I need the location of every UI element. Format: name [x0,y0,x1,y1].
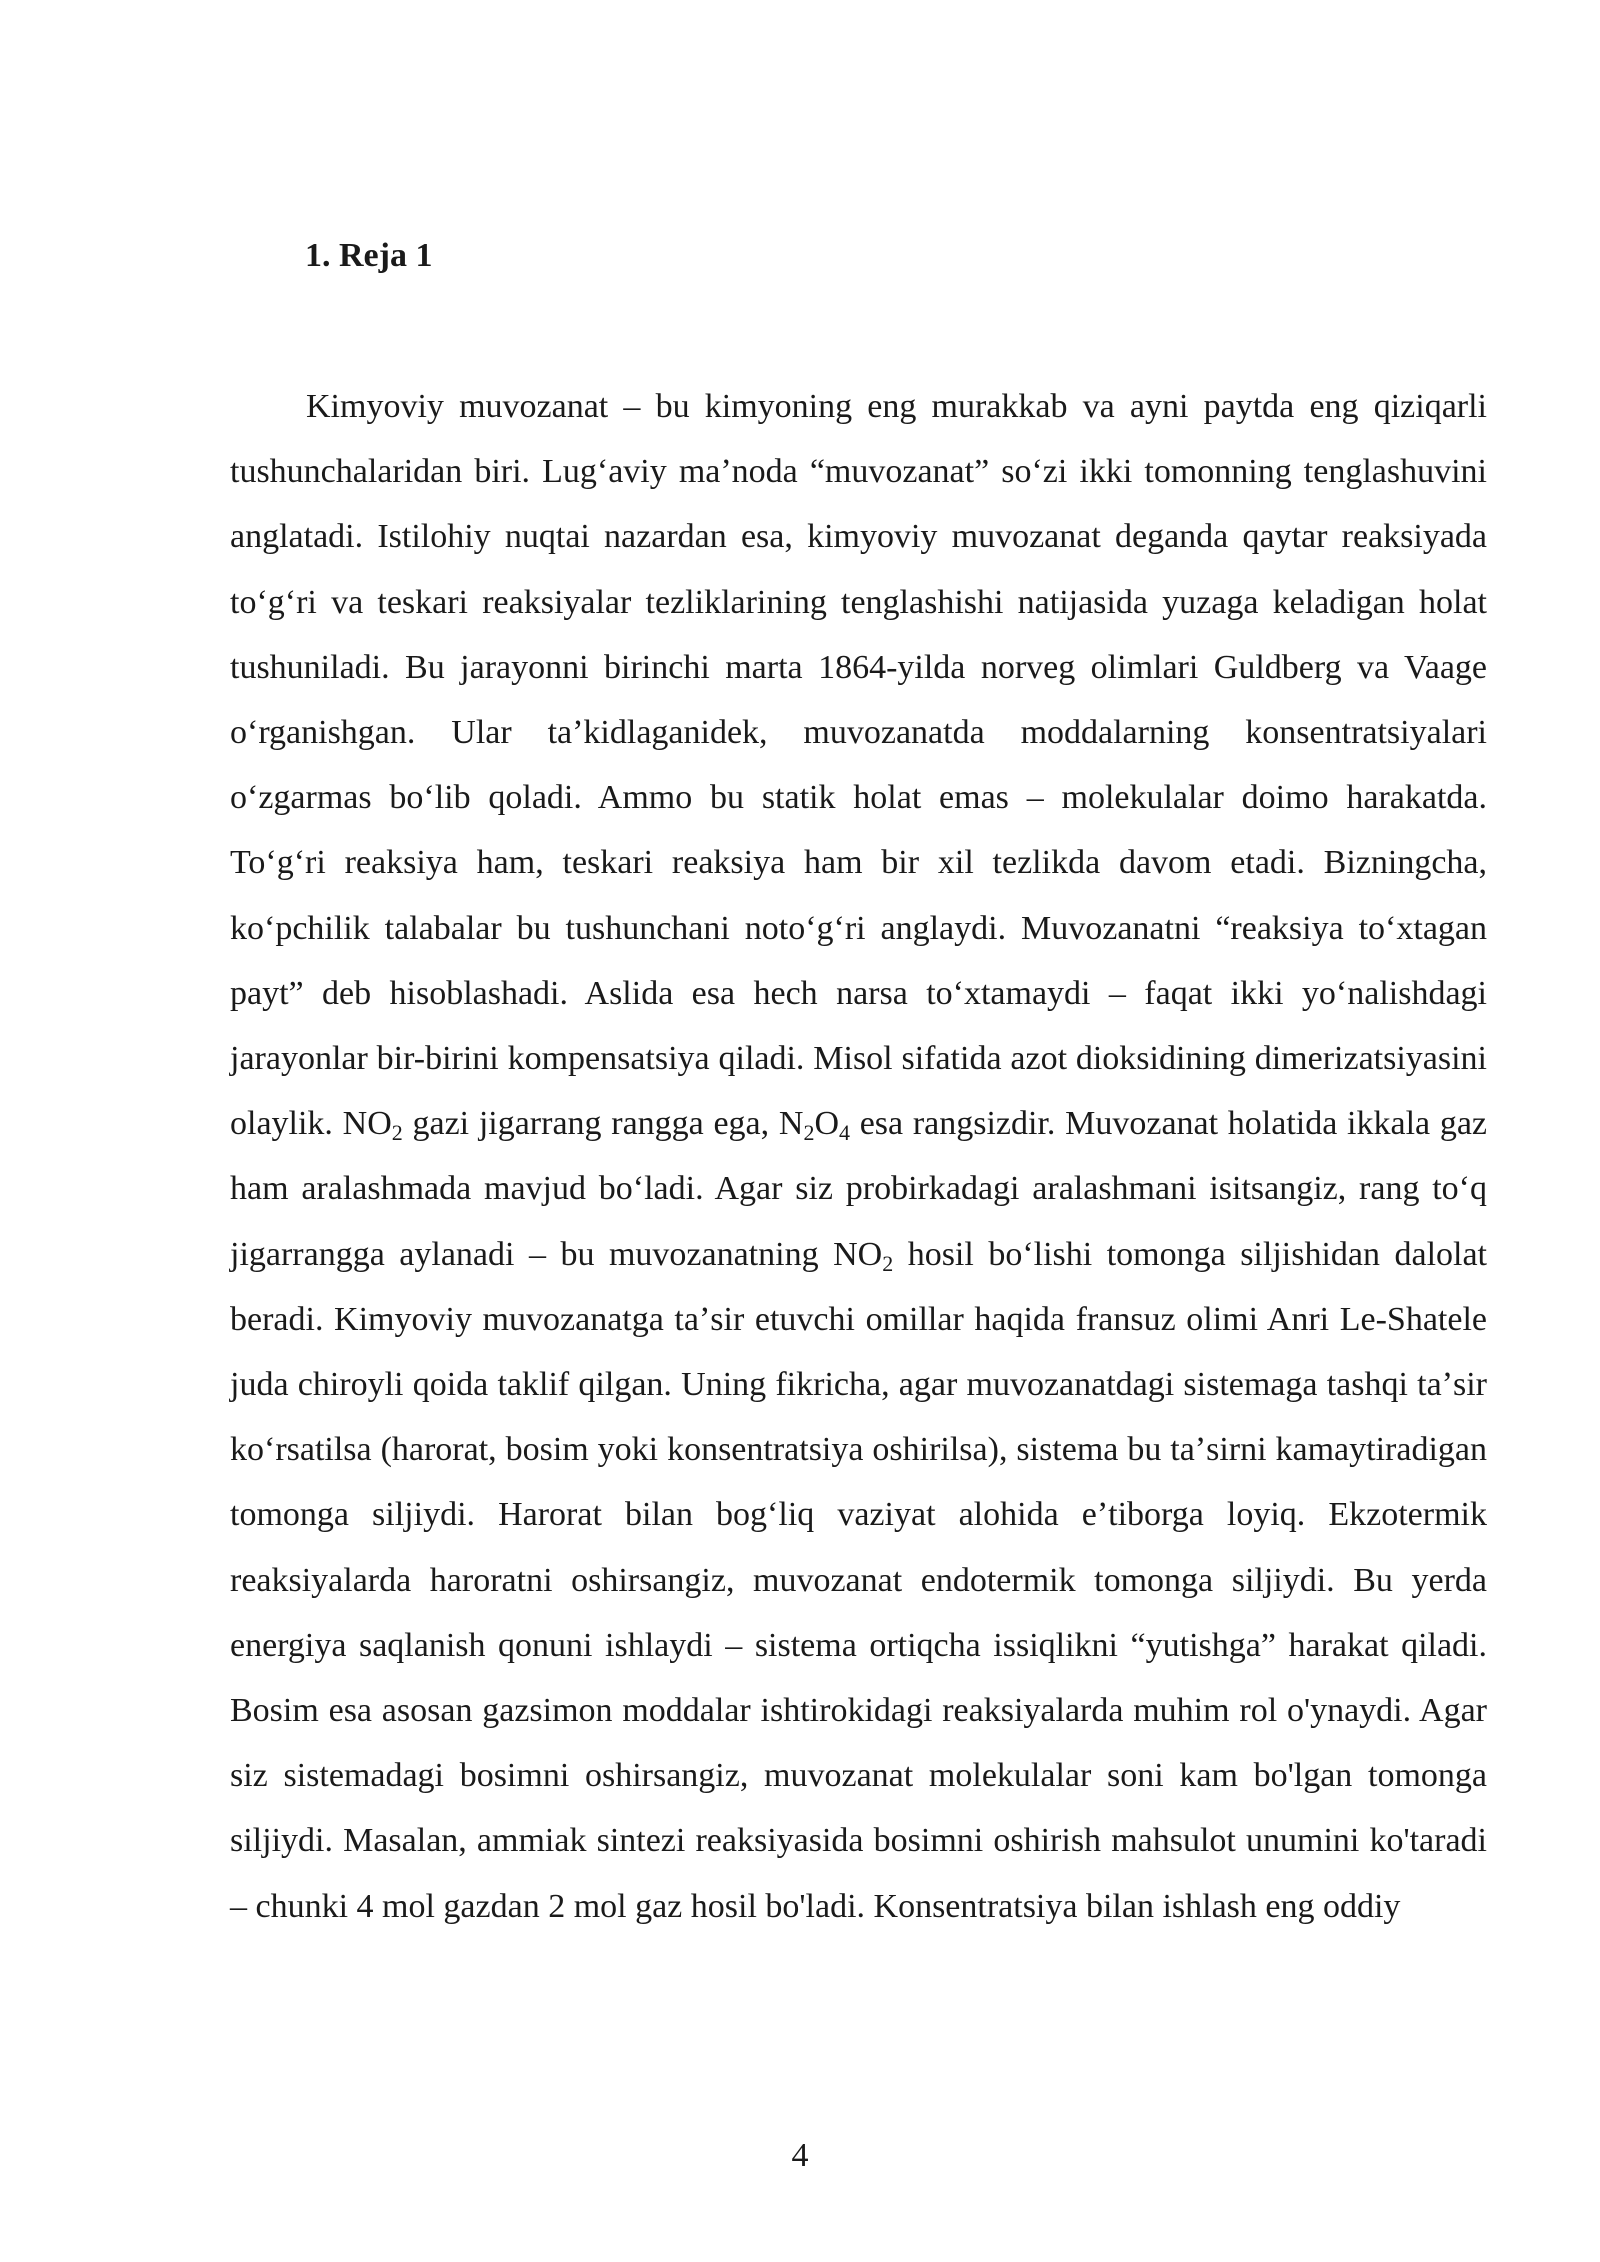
paragraph-text-part-4: hosil boʻlishi tomonga siljishidan dalolat beradi. Kimyoviy muvozanatga taʼsir etuvchi omillar haqida fransuz olimi Anri Le-Shatele juda chiroyli qoida taklif qilgan. Uning fikricha, agar muvozanatdagi sistemaga tashqi taʼsir koʻrsatilsa (harorat, bosim yoki konsentratsiya oshirilsa), sistema bu taʼsirni kamaytiradigan tomonga siljiydi. Harorat bilan bogʻliq vaziyat alohida eʼtiborga loyiq. Ekzotermik reaksiyalarda haroratni oshirsangiz, muvozanat endotermik tomonga siljiydi. Bu yerda energiya saqlanish qonuni ishlaydi – sistema ortiqcha issiqlikni “yutishga” harakat qiladi. Bosim esa asosan gazsimon moddalar ishtirokidagi reaksiyalarda muhim rol o'ynaydi. Agar siz sistemadagi bosimni oshirsangiz, muvozanat molekulalar soni kam bo'lgan tomonga siljiydi. Masalan, ammiak sintezi reaksiyasida bosimni oshirish mahsulot unumini ko'taradi – chunki 4 mol gazdan 2 mol gaz hosil bo'ladi. Konsentratsiya bilan ishlash eng oddiy [230,1235,1488,1925]
formula-symbol: N [778,1105,804,1143]
section-heading: 1. Reja 1 [305,237,433,274]
formula-n2o4 [778,1105,850,1146]
formula-subscript: 2 [882,1250,894,1276]
page-number: 4 [791,2137,809,2174]
formula-subscript: 2 [391,1120,403,1146]
paragraph-text-part-1: Kimyoviy muvozanat – bu kimyoning eng murakkab va ayni paytda eng qiziqarli tushunchalaridan biri. Lugʻaviy maʼnoda “muvozanat” soʻzi ikki tomonning tenglashuvini anglatadi. Istilohiy nuqtai nazardan esa, kimyoviy muvozanat deganda qaytar reaksiyada toʻgʻri va teskari reaksiyalar tezliklarining tenglashishi natijasida yuzaga keladigan holat tushuniladi. Bu jarayonni birinchi marta 1864-yilda norveg olimlari Guldberg va Vaage oʻrganishgan. Ular taʼkidlaganidek, muvozanatda moddalarning konsentratsiyalari oʻzgarmas boʻlib qoladi. Ammo bu statik holat emas – molekulalar doimo harakatda. Toʻgʻri reaksiya ham, teskari reaksiya ham bir xil tezlikda davom etadi. Bizningcha, koʻpchilik talabalar bu tushunchani notoʻgʻri anglaydi. Muvozanatni “reaksiya toʻxtagan payt” deb hisoblashadi. Aslida esa hech narsa toʻxtamaydi – faqat ikki yoʻnalishdagi jarayonlar bir-birini kompensatsiya qiladi. Misol sifatida azot dioksidining dimerizatsiyasini olaylik. [230,388,1487,1143]
formula-no2-first [342,1105,403,1146]
formula-subscript: 4 [839,1120,850,1146]
formula-no2-second [833,1235,894,1276]
formula-subscript: 2 [803,1120,815,1146]
formula-symbol: NO [342,1105,392,1143]
formula-symbol: O [814,1105,839,1143]
formula-symbol: NO [833,1235,883,1273]
body-paragraph [230,374,1487,1939]
paragraph-text-part-2: gazi jigarrang rangga ega, [402,1105,779,1143]
paragraph-text-part-3: esa rangsizdir. Muvozanat holatida ikkala gaz ham aralashmada mavjud boʻladi. Agar siz probirkadagi aralashmani isitsangiz, rang toʻq jigarrangga aylanadi – bu muvozanatning [230,1105,1487,1273]
